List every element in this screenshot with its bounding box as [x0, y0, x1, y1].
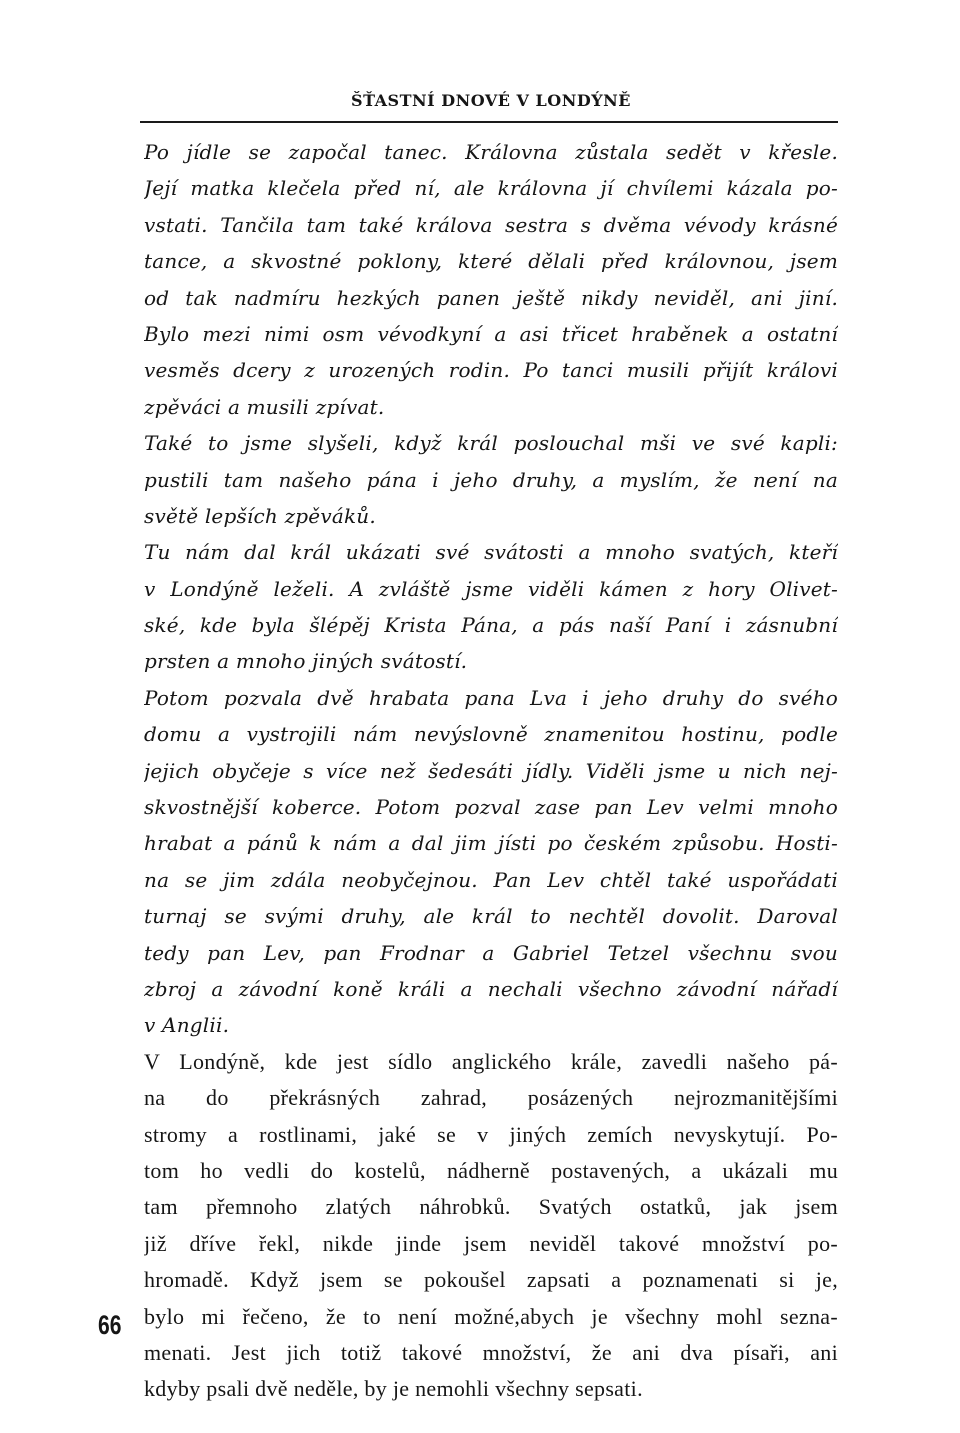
text-line: na se jim zdála neobyčejnou. Pan Lev chtěl také uspořádati [144, 867, 838, 892]
text-line: jejich obyčeje s více než šedesáti jídly. Viděli jsme u nich nej- [144, 758, 838, 783]
text-line: hrabat a pánů k nám a dal jim jísti po českém způsobu. Hosti- [144, 831, 838, 856]
text-line: kdyby psali dvě neděle, by je nemohli všechny sepsati. [144, 1376, 643, 1402]
text-line: stromy a rostlinami, jaké se v jiných zemích nevyskytují. Po- [144, 1121, 838, 1147]
text-line: tance, a skvostné poklony, které dělali před královnou, jsem [144, 249, 838, 274]
roman-section [144, 1044, 838, 1408]
text-line: pustili tam našeho pána i jeho druhy, a myslím, že není na [144, 467, 838, 492]
page-number: 66 [98, 1310, 122, 1340]
text-line: hromadě. Když jsem se pokoušel zapsati a poznamenati si je, [144, 1267, 838, 1293]
text-line: v Anglii. [144, 1013, 230, 1038]
text-line: Také to jsme slyšeli, když král poslouchal mši ve své kapli: [144, 431, 838, 456]
text-line: světě lepších zpěváků. [144, 503, 376, 528]
text-line: Bylo mezi nimi osm vévodkyní a asi třicet hraběnek a ostatní [144, 321, 838, 346]
text-line: již dříve řekl, nikde jinde jsem neviděl takové množství po- [144, 1230, 838, 1256]
text-line: zbroj a závodní koně králi a nechali všechno závodní nářadí [144, 976, 838, 1001]
text-line: v Londýně leželi. A zvláště jsme viděli kámen z hory Olivet- [144, 576, 838, 601]
italic-section [144, 134, 838, 1044]
text-line: tedy pan Lev, pan Frodnar a Gabriel Tetzel všechnu svou [144, 940, 838, 965]
running-title: ŠŤASTNÍ DNOVÉ V LONDÝNĚ [351, 91, 631, 110]
text-line: od tak nadmíru hezkých panen ještě nikdy neviděl, ani jiní. [144, 285, 838, 310]
header-rule [140, 121, 838, 123]
text-line: vesměs dcery z urozených rodin. Po tanci musili přijít královi [144, 358, 838, 383]
text-line: prsten a mnoho jiných svátostí. [144, 649, 468, 674]
text-line: Potom pozvala dvě hrabata pana Lva i jeho druhy do svého [144, 685, 838, 710]
text-line: tam přemnoho zlatých náhrobků. Svatých ostatků, jak jsem [144, 1194, 838, 1220]
text-line: turnaj se svými druhy, ale král to nechtěl dovolit. Daroval [144, 904, 838, 929]
text-line: vstati. Tančila tam také králova sestra s dvěma vévody krásné [144, 212, 838, 237]
text-line: Po jídle se započal tanec. Královna zůstala sedět v křesle. [144, 140, 838, 164]
text-line: bylo mi řečeno, že to není možné,abych je všechny mohl sezna- [144, 1303, 838, 1329]
text-line: ské, kde byla šlépěj Krista Pána, a pás naší Paní i zásnubní [144, 613, 838, 638]
text-line: Její matka klečela před ní, ale královna jí chvílemi kázala po- [144, 176, 838, 201]
text-line: Tu nám dal král ukázati své svátosti a mnoho svatých, kteří [144, 540, 838, 565]
text-line: na do překrásných zahrad, posázených nejrozmanitějšími [144, 1085, 838, 1111]
text-line: menati. Jest jich totiž takové množství, že ani dva písaři, ani [144, 1339, 838, 1365]
text-line: tom ho vedli do kostelů, nádherně postavených, a ukázali mu [144, 1157, 838, 1183]
body-text [144, 134, 838, 1408]
text-line: skvostnější koberce. Potom pozval zase pan Lev velmi mnoho [144, 795, 838, 820]
text-line: zpěváci a musili zpívat. [144, 394, 385, 419]
text-line: V Londýně, kde jest sídlo anglického krále, zavedli našeho pá- [144, 1048, 838, 1074]
text-line: domu a vystrojili nám nevýslovně znamenitou hostinu, podle [144, 722, 838, 747]
